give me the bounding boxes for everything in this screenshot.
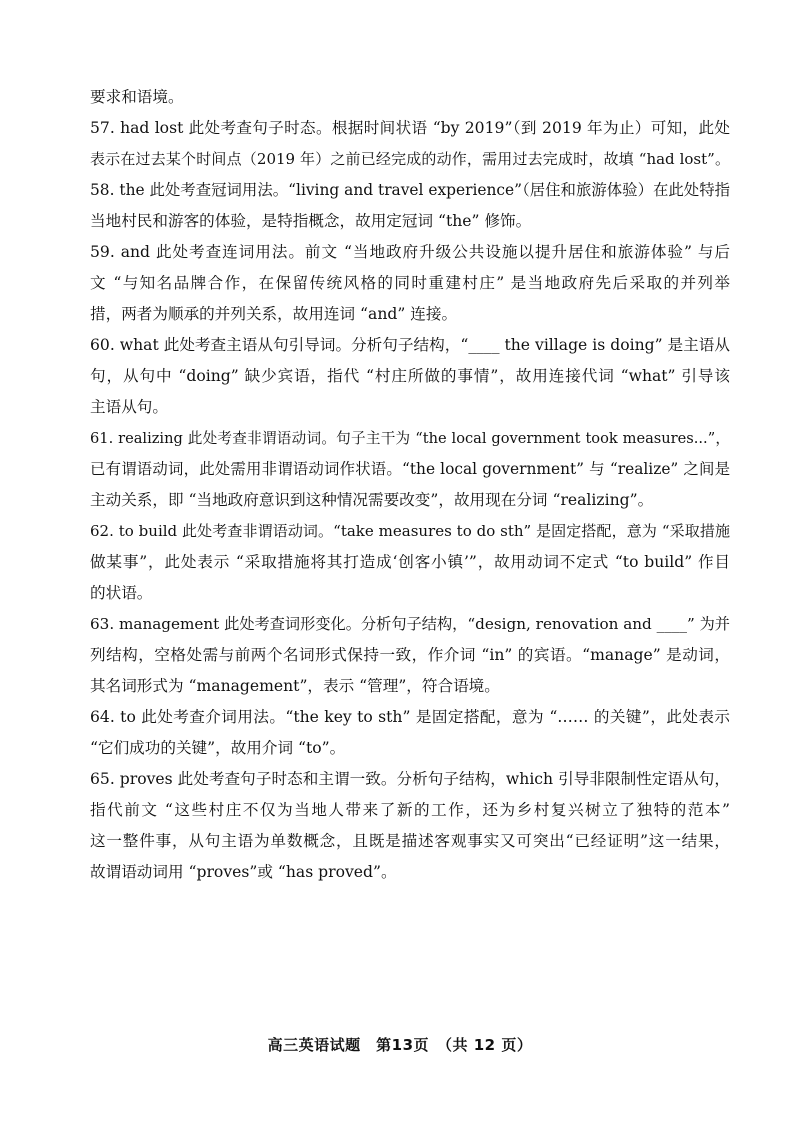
text-line: 65. proves 此处考查句子时态和主谓一致。分析句子结构，which 引导非限制性定语从句， xyxy=(90,770,730,788)
page-footer: 高三英语试题 第13页 （共 12 页） xyxy=(267,1036,533,1054)
text-line: 主动关系，即 “当地政府意识到这种情况需要改变”，故用现在分词 “realizing”。 xyxy=(90,491,654,509)
text-line: 58. the 此处考查冠词用法。“living and travel experience”（居住和旅游体验）在此处特指 xyxy=(90,181,730,199)
text-line: 文 “与知名品牌合作，在保留传统风格的同时重建村庄” 是当地政府先后采取的并列举 xyxy=(90,274,730,292)
text-line: 句，从句中 “doing” 缺少宾语，指代 “村庄所做的事情”，故用连接代词 “what” 引导该 xyxy=(90,367,730,385)
text-line: 已有谓语动词，此处需用非谓语动词作状语。“the local government” 与 “realize” 之间是 xyxy=(90,460,730,478)
text-line: 的状语。 xyxy=(90,584,153,602)
text-line: 措，两者为顺承的并列关系，故用连词 “and” 连接。 xyxy=(90,305,458,323)
text-line: 要求和语境。 xyxy=(90,88,184,106)
text-line: 主语从句。 xyxy=(90,398,168,416)
text-line: 当地村民和游客的体验，是特指概念，故用定冠词 “the” 修饰。 xyxy=(90,212,532,230)
text-line: 做某事”，此处表示 “采取措施将其打造成‘创客小镇’”，故用动词不定式 “to build” 作目 xyxy=(90,553,730,571)
text-line: “它们成功的关键”，故用介词 “to”。 xyxy=(90,739,346,757)
text-line: 63. management 此处考查词形变化。分析句子结构，“design, renovation and ____” 为并 xyxy=(90,615,730,633)
text-line: 62. to build 此处考查非谓语动词。“take measures to do sth” 是固定搭配，意为 “采取措施 xyxy=(90,522,730,540)
text-line: 59. and 此处考查连词用法。前文 “当地政府升级公共设施以提升居住和旅游体验” 与后 xyxy=(90,243,730,261)
text-line: 指代前文 “这些村庄不仅为当地人带来了新的工作，还为乡村复兴树立了独特的范本” xyxy=(90,801,730,819)
text-line: 列结构，空格处需与前两个名词形式保持一致，作介词 “in” 的宾语。“manage” 是动词， xyxy=(90,646,730,664)
text-line: 故谓语动词用 “proves”或 “has proved”。 xyxy=(90,863,397,881)
text-line: 其名词形式为 “management”，表示 “管理”，符合语境。 xyxy=(90,677,500,695)
text-line: 61. realizing 此处考查非谓语动词。句子主干为 “the local government took measures...”， xyxy=(90,430,730,447)
text-line: 60. what 此处考查主语从句引导词。分析句子结构，“____ the village is doing” 是主语从 xyxy=(90,336,730,354)
text-line: 这一整件事，从句主语为单数概念，且既是描述客观事实又可突出“已经证明”这一结果， xyxy=(90,832,730,850)
answer-explanations xyxy=(90,82,730,888)
text-line: 57. had lost 此处考查句子时态。根据时间状语 “by 2019”（到 2019 年为止）可知，此处 xyxy=(90,119,730,137)
text-line: 表示在过去某个时间点（2019 年）之前已经完成的动作，需用过去完成时，故填 “had lost”。 xyxy=(90,150,730,168)
text-line: 64. to 此处考查介词用法。“the key to sth” 是固定搭配，意为 “…… 的关键”，此处表示 xyxy=(90,708,730,726)
